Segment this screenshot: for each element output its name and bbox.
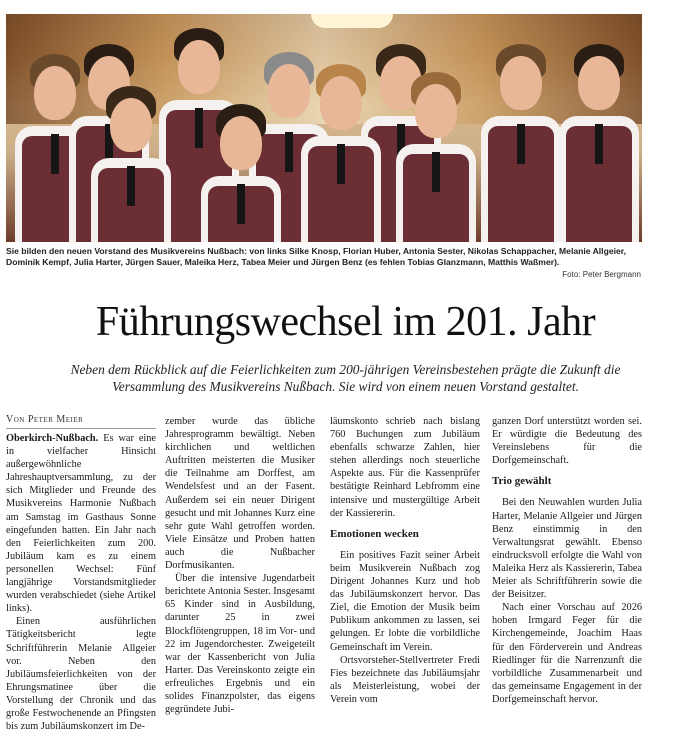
col3-paragraph-2: Ein positives Fazit seiner Arbeit beim Musikverein Nußbach zog Dirigent Johannes Kurz und hob das Jubiläumskonzert hervor. Das Ziel, die Emotion der Musik beim Publikum ankommen zu lassen, sei gelungen. Er lobte die vorbildliche Gemeinschaft im Verein. [330, 549, 480, 653]
col4-paragraph-2: Bei den Neuwahlen wurden Julia Harter, Melanie Allgeier und Jürgen Benz einstimmig in den Verwaltungsrat gewählt. Ebenso eindrucksvoll erfolgte die Wahl von Maleika Herz als Kassiererin, Tabea Meier als Schriftführerin sowie die der Beisitzer. [492, 497, 642, 601]
headline: Führungswechsel im 201. Jahr [95, 299, 596, 345]
col2-paragraph-1: zember wurde das übliche Jahresprogramm bewältigt. Neben kirchlichen und weltlichen Auftritten meisterten die Musiker die Teilnahme am Dorffest, am Wendelsfest und an der Fasent. Außerdem sei ein neuer Dirigent gesucht und mit Johannes Kurz eine sehr gute Wahl getroffen worden. Viele Einsätze und Proben hatten auch die Nußbacher Dorfmusikanten. [165, 416, 315, 572]
byline [6, 414, 83, 425]
ceiling-lamp [311, 14, 393, 28]
subheading-emotionen: Emotionen wecken [330, 527, 419, 540]
col4-paragraph-1: ganzen Dorf unterstützt worden sei. Er würdigte die Bedeutung des Vereinslebens für die Dorfgemeinschaft. [492, 416, 642, 467]
col3-paragraph-1: läumskonto schrieb nach bislang 760 Buchungen zum Jubiläum ebenfalls schwarze Zahlen, hier stehen allerdings noch steuerliche Aspekte aus. Für die Kassenprüfer bestätigte Reinhard Lebfromm eine intensive und mustergültige Arbeit der Kassiererin. [330, 416, 480, 519]
photo-caption: Sie bilden den neuen Vorstand des Musikvereins Nußbach: von links Silke Knosp, Florian Huber, Antonia Sester, Nikolas Schappacher, Melanie Allgeier, Dominik Kempf, Julia Harter, Jürgen Sauer, Maleika Herz, Tabea Meier und Jürgen Benz (es fehlen Tobias Glanzmann, Matthis Waßmer). [6, 246, 627, 268]
col3-paragraph-3: Ortsvorsteher-Stellvertreter Fredi Fies bezeichnete das Jubiläumsjahr als Meisterleistung, wobei der Verein vom [330, 654, 480, 705]
person-figure [391, 72, 481, 242]
col4-paragraph-3: Nach einer Vorschau auf 2026 hoben Irmgard Feger für die Kirchengemeinde, Joachim Haas für den Förderverein und Andreas Riedlinger für die Narrenzunft die vorbildliche Zusammenarbeit und das gemeinsame Engagement in der Dorfgemeinschaft hervor. [492, 602, 642, 705]
column-1 [6, 432, 156, 733]
subheading-trio: Trio gewählt [492, 475, 552, 488]
column-3 [330, 415, 480, 706]
deck: Neben dem Rückblick auf die Feierlichkeiten zum 200-jährigen Vereinsbestehen prägte die Zukunft die Versammlung des Musikvereins Nußbach. Sie wird von einem neuen Vorstand gestaltet. [70, 362, 621, 394]
column-4 [492, 415, 642, 706]
byline-text: Von Peter Meier [6, 414, 84, 425]
col1-paragraph-2: Einen ausführlichen Tätigkeitsbericht legte Schriftführerin Melanie Allgeier vor. Neben den Jubiläumsfeierlichkeiten von der Ehrungsmatinee über die Vorstellung der Chronik und das große Festwochenende an Pfingsten bis zum Jubiläumskonzert im De- [6, 616, 156, 733]
column-2 [165, 415, 315, 716]
group-photo [6, 14, 642, 242]
person-figure [296, 64, 386, 242]
col1-paragraph-1: Es war eine in vielfacher Hinsicht außergewöhnliche Jahreshauptversammlung, zu der sich Mitglieder und Freunde des Musikvereins Harmonie Nußbach am Samstag im Gasthaus Sonne eingefunden hatten. Ein Jahr nach den Feierlichkeiten zum 200. Jubiläum kam es zu einem personellen Wechsel: Fünf langjährige Vorstandsmitglieder wurden verabschiedet (siehe Artikel links). [6, 433, 156, 615]
person-figure [86, 86, 176, 242]
col2-paragraph-2: Über die intensive Jugendarbeit berichtete Antonia Sester. Insgesamt 65 Kinder sind in Ausbildung, darunter 25 in zwei Blockflötengruppen, 18 im Vor- und 22 im Jugendorchester. Zweigeteilt war der Kassenbericht von Julia Harter. Das Vereinskonto zeigte ein erfreuliches Ergebnis und ein solides Finanzpolster, das eigens gegründete Jubi- [165, 573, 315, 716]
byline-rule [6, 428, 156, 429]
person-figure [476, 44, 566, 242]
person-figure [554, 44, 642, 242]
person-figure [196, 104, 286, 242]
dateline: Oberkirch-Nußbach. [6, 433, 99, 444]
photo-credit: Foto: Peter Bergmann [562, 270, 641, 279]
